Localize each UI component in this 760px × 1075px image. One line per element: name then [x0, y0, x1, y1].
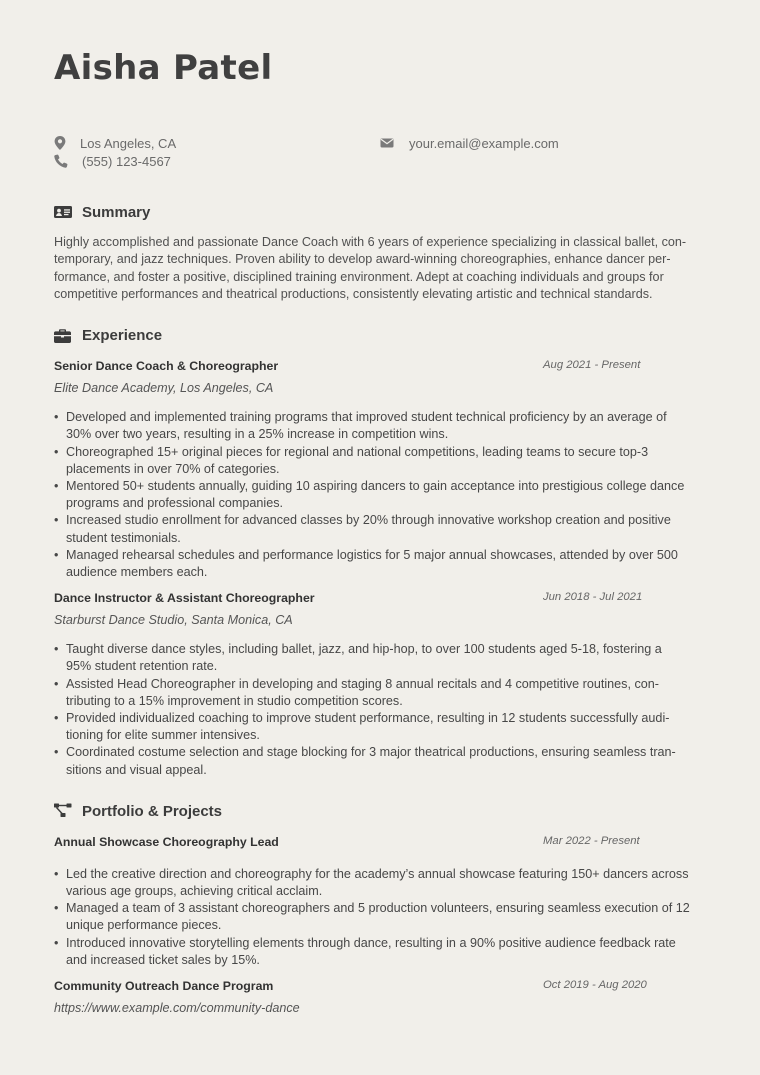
bullet-item: • Managed rehearsal schedules and performance logistics for 5 major annual showcases, attended by over 500 audience members each.: [54, 547, 706, 581]
projects-title: Portfolio & Projects: [82, 802, 223, 820]
phone-text: (555) 123-4567: [82, 153, 171, 169]
experience-heading: [54, 327, 706, 344]
job-bullets: [54, 641, 706, 779]
job-title: Senior Dance Coach & Choreographer: [54, 359, 279, 374]
bullet-item: • Provided individualized coaching to improve student performance, resulting in 12 students successfully audi- tioning for elite summer intensives.: [54, 710, 706, 744]
job-date: Aug 2021 - Present: [543, 359, 641, 372]
briefcase-icon: [54, 328, 74, 344]
project-entry: [54, 835, 706, 969]
bullet-item: • Taught diverse dance styles, including ballet, jazz, and hip-hop, to over 100 students aged 5-18, fostering a 95% student retention rate.: [54, 641, 706, 675]
phone-icon: [54, 154, 68, 168]
id-card-icon: [54, 205, 74, 221]
project-date: Oct 2019 - Aug 2020: [543, 979, 647, 992]
job-entry: [54, 591, 706, 779]
map-pin-icon: [54, 136, 68, 150]
summary-line: competitive performances and theatrical productions, consistently elevating artistic and technical standards.: [54, 286, 653, 301]
email-text[interactable]: your.email@example.com: [409, 135, 559, 151]
summary-line: Highly accomplished and passionate Dance Coach with 6 years of experience specializing in classical ballet, con-: [54, 235, 687, 249]
project-entry: [54, 979, 706, 1015]
job-header: [54, 359, 706, 377]
contact-location: [54, 134, 176, 152]
experience-title: Experience: [82, 327, 163, 345]
envelope-icon: [380, 136, 394, 150]
contact-block: [54, 134, 706, 174]
project-date: Mar 2022 - Present: [543, 834, 640, 847]
project-header: [54, 835, 706, 853]
bullet-item: • Assisted Head Choreographer in developing and staging 8 annual recitals and 4 competitive routines, con- tributing to a 15% improvement in studio competition scores.: [54, 676, 706, 710]
contact-phone: [54, 152, 171, 170]
project-title: Annual Showcase Choreography Lead: [54, 834, 279, 849]
bullet-item: • Developed and implemented training programs that improved student technical proficiency by an average of 30% over two years, resulting in a 25% increase in competition wins.: [54, 409, 706, 443]
bullet-item: • Introduced innovative storytelling elements through dance, resulting in a 90% positive audience feedback rate and increased ticket sales by 15%.: [54, 935, 706, 969]
location-text: Los Angeles, CA: [80, 135, 177, 151]
bullet-item: • Led the creative direction and choreography for the academy’s annual showcase featuring 150+ dancers across various age groups, achieving critical acclaim.: [54, 866, 706, 900]
job-entry: [54, 359, 706, 581]
bullet-item: • Managed a team of 3 assistant choreographers and 5 production volunteers, ensuring seamless execution of 12 unique performance pieces.: [54, 900, 706, 934]
contact-email[interactable]: [380, 134, 559, 152]
bullet-item: • Increased studio enrollment for advanced classes by 20% through innovative workshop creation and positive student testimonials.: [54, 512, 706, 546]
job-header: [54, 591, 706, 609]
candidate-name: Aisha Patel: [54, 48, 273, 88]
job-date: Jun 2018 - Jul 2021: [543, 591, 643, 604]
projects-heading: [54, 803, 706, 820]
summary-heading: [54, 204, 706, 221]
bullet-item: • Coordinated costume selection and stage blocking for 3 major theatrical productions, ensuring seamless tran- sitions and visual appeal.: [54, 744, 706, 778]
summary-line: formance, and foster a positive, disciplined training environment. Adept at coaching individuals and groups for: [54, 269, 664, 284]
project-title: Community Outreach Dance Program: [54, 979, 274, 994]
bullet-item: • Choreographed 15+ original pieces for regional and national competitions, leading teams to secure top-3 placements in over 70% of categories.: [54, 444, 706, 478]
summary-text: [54, 234, 706, 303]
summary-line: temporary, and jazz techniques. Proven ability to develop award-winning choreographies, enhance dancer per-: [54, 252, 671, 267]
project-link[interactable]: https://www.example.com/community-dance: [54, 1001, 300, 1016]
project-bullets: [54, 866, 706, 969]
job-organization: Starburst Dance Studio, Santa Monica, CA: [54, 613, 293, 628]
project-diagram-icon: [54, 803, 74, 819]
job-bullets: [54, 409, 706, 581]
bullet-item: • Mentored 50+ students annually, guiding 10 aspiring dancers to gain acceptance into prestigious college dance programs and professional companies.: [54, 478, 706, 512]
summary-title: Summary: [82, 204, 151, 221]
project-header: [54, 979, 706, 997]
job-title: Dance Instructor & Assistant Choreographer: [54, 591, 315, 606]
job-organization: Elite Dance Academy, Los Angeles, CA: [54, 381, 274, 396]
